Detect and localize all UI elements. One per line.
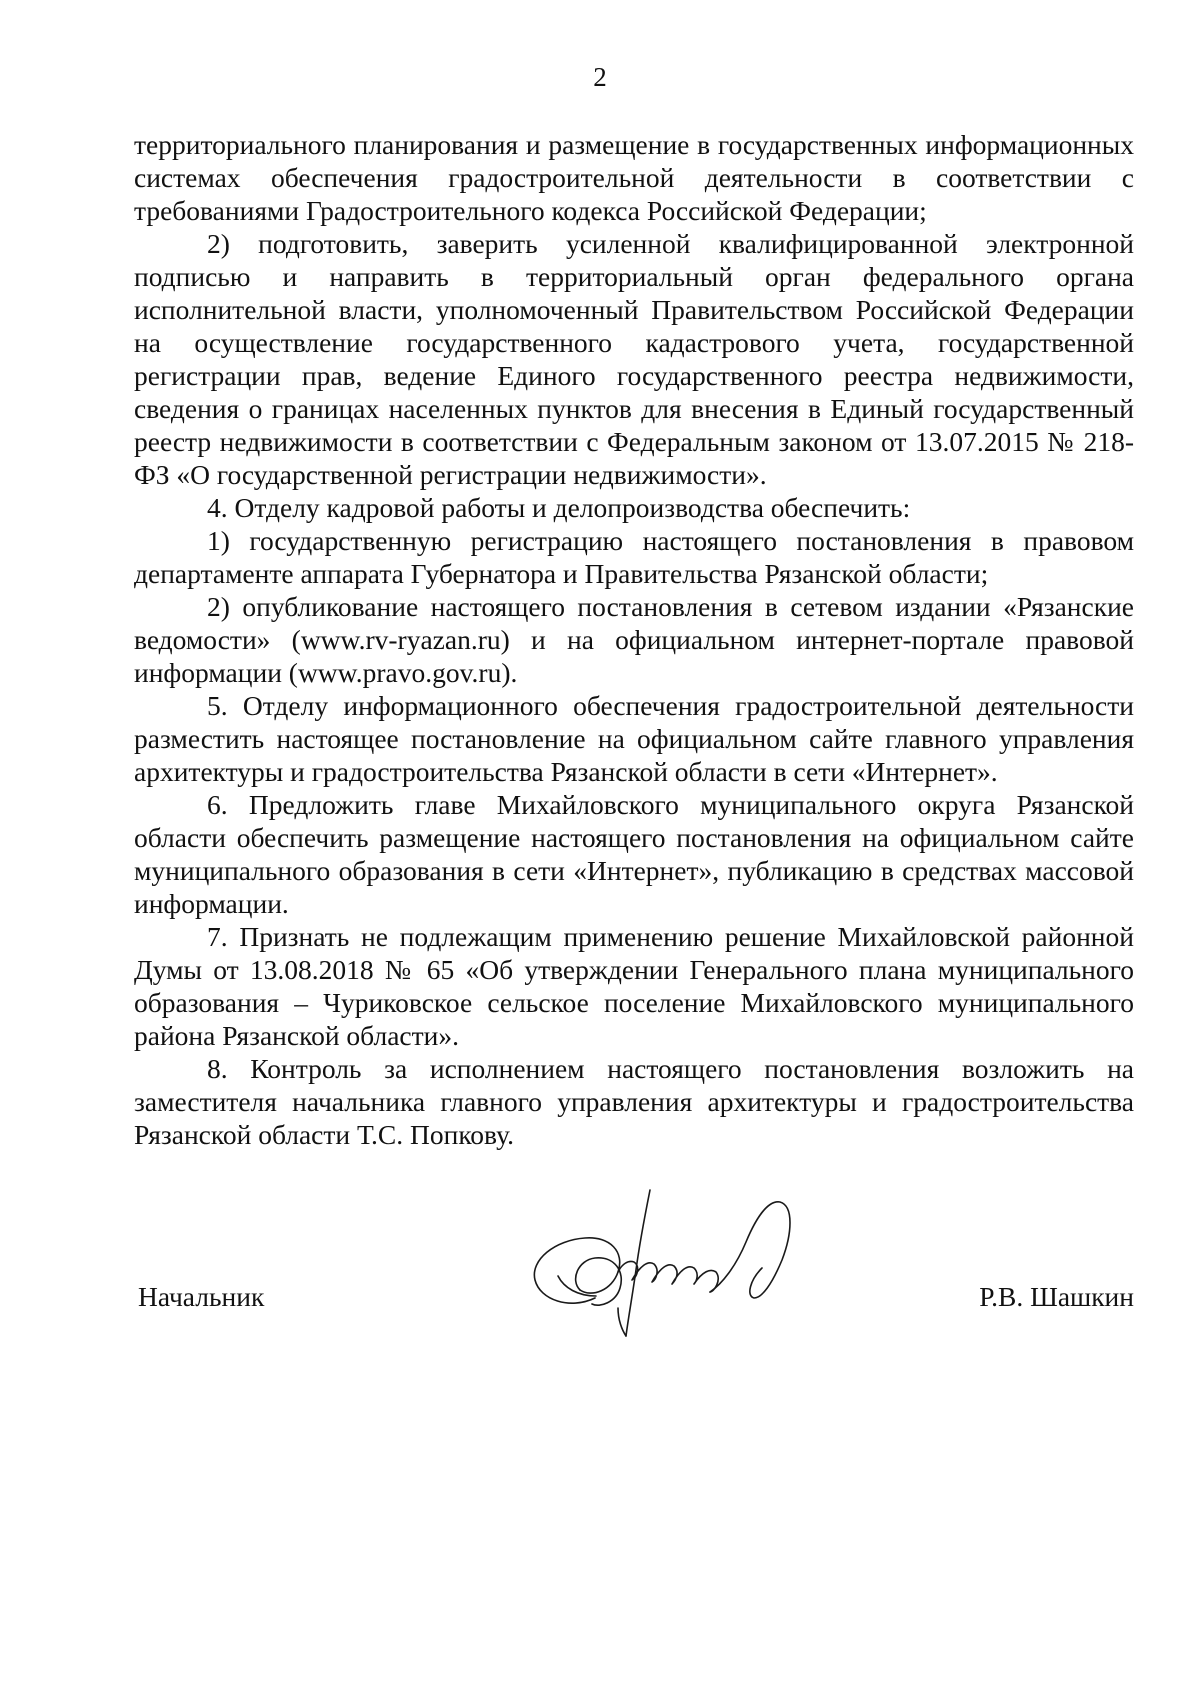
document-body (134, 128, 1134, 1151)
paragraph-clause-5: 5. Отделу информационного обеспечения градостроительной деятельности разместить настоящее постановление на официальном сайте главного управления архитектуры и градостроительства Рязанской области в сети «Интернет». (134, 690, 1134, 787)
signer-title: Начальник (138, 1281, 265, 1312)
paragraph-clause-7: 7. Признать не подлежащим применению решение Михайловской районной Думы от 13.08.2018 № 65 «Об утверждении Генерального плана муниципального образования – Чуриковское сельское поселение Михайловского муниципального района Рязанской области». (134, 921, 1134, 1051)
paragraph-clause-4-item-1: 1) государственную регистрацию настоящего постановления в правовом департаменте аппарата Губернатора и Правительства Рязанской области; (134, 525, 1134, 589)
paragraph-clause-8: 8. Контроль за исполнением настоящего постановления возложить на заместителя начальника главного управления архитектуры и градостроительства Рязанской области Т.С. Попкову. (134, 1053, 1134, 1150)
paragraph-clause-4-item-2: 2) опубликование настоящего постановления в сетевом издании «Рязанские ведомости» (www.rv-ryazan.ru) и на официальном интернет-портале правовой информации (www.pravo.gov.ru). (134, 591, 1134, 688)
signature-block (134, 1280, 1134, 1320)
paragraph-clause-4: 4. Отделу кадровой работы и делопроизводства обеспечить: (207, 492, 911, 523)
page-number: 2 (593, 62, 607, 92)
paragraph-clause-6: 6. Предложить главе Михайловского муниципального округа Рязанской области обеспечить размещение настоящего постановления на официальном сайте муниципального образования в сети «Интернет», публикацию в средствах массовой информации. (134, 789, 1134, 919)
paragraph-item-2: 2) подготовить, заверить усиленной квалифицированной электронной подписью и направить в территориальный орган федерального органа исполнительной власти, уполномоченный Правительством Российской Федерации на осуществление государственного кадастрового учета, государственной регистрации прав, ведение Единого государственного реестра недвижимости, сведения о границах населенных пунктов для внесения в Единый государственный реестр недвижимости в соответствии с Федеральным законом от 13.07.2015 № 218-ФЗ «О государственной регистрации недвижимости». (134, 228, 1134, 490)
paragraph-continuation: территориального планирования и размещение в государственных информационных системах обеспечения градостроительной деятельности в соответствии с требованиями Градостроительного кодекса Российской Федерации; (134, 129, 1134, 226)
signer-name: Р.В. Шашкин (979, 1281, 1134, 1312)
